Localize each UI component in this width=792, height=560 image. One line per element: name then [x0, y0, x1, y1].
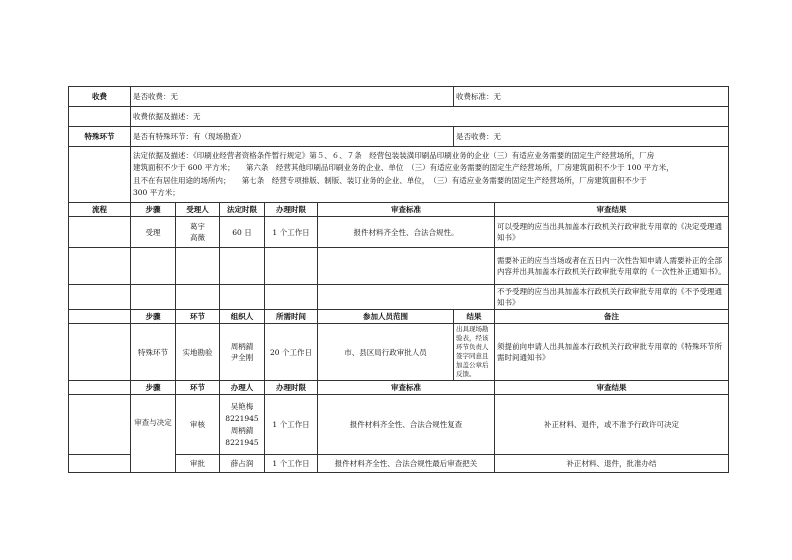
review-link-approve: 审批 [176, 455, 220, 473]
review-step: 审查与决定 [131, 395, 176, 473]
blank-cell [69, 217, 131, 248]
review-handler-approve: 薛占润 [220, 455, 265, 473]
fee-basis-row [69, 107, 729, 127]
blank-cell [176, 248, 220, 285]
acceptor-2: 高薇 [190, 233, 205, 242]
review-result-header: 审查结果 [495, 381, 729, 395]
special-has: 是否有特殊环节：有（现场勘查） [131, 127, 454, 147]
special-remark-header: 备注 [495, 310, 729, 324]
fee-row [69, 87, 729, 107]
special-scope: 市、县区局行政审批人员 [318, 324, 454, 381]
special-link-header: 环节 [176, 310, 220, 324]
review-standard-header: 审查标准 [318, 381, 495, 395]
review-link-header: 环节 [176, 381, 220, 395]
special-remark: 须提前向申请人出具加盖本行政机关行政审批专用章的《特殊环节所需时间通知书》 [495, 324, 729, 381]
acceptor-1: 葛宇 [190, 222, 205, 231]
special-detail-row [69, 324, 729, 381]
review-result-audit: 补正材料、退件，或不准予行政许可决定 [495, 395, 729, 455]
acceptance-time: 1 个工作日 [265, 217, 318, 248]
handler-1a: 吴艳梅 [230, 401, 254, 411]
review-time-header: 办理时限 [265, 381, 318, 395]
review-result-approve: 补正材料、退件，批准办结 [495, 455, 729, 473]
handler-1c: 周柄錆 [230, 425, 254, 435]
blank-cell [318, 248, 495, 285]
step-header: 步骤 [131, 203, 176, 217]
deadline-header: 法定时限 [220, 203, 265, 217]
acceptance-row [69, 217, 729, 248]
acceptance-result-3: 不予受理的应当出具加盖本行政机关行政审批专用章的《不予受理通知书》 [495, 285, 729, 310]
review-handler-header: 办理人 [220, 381, 265, 395]
review-standard-approve: 报件材料齐全性、合法合规性最后审查把关 [318, 455, 495, 473]
acceptance-row-2 [69, 248, 729, 285]
legal-basis-line-4: 300 平方米； [133, 188, 180, 197]
review-standard-audit: 报件材料齐全性、合法合规性复查 [318, 395, 495, 455]
blank-cell [131, 285, 176, 310]
flow-header-row [69, 203, 729, 217]
blank-cell [265, 285, 318, 310]
blank-cell [220, 248, 265, 285]
special-is-charged: 是否收费：无 [454, 127, 729, 147]
organizer-1: 周柄錆 [230, 342, 254, 351]
legal-basis-label: 法定依据及描述： [133, 150, 193, 160]
blank-cell [69, 107, 131, 127]
review-link-audit: 审核 [176, 395, 220, 455]
organizer-2: 尹全刚 [230, 353, 254, 362]
blank-cell [220, 285, 265, 310]
legal-basis-line-2: 建筑面积不少于 600 平方米； 第六条 经营其他印刷品印刷业务的企业、单位 （三）有适应业务需要的固定生产经营场所，厂房建筑面积不少于 100 平方米， [133, 163, 674, 172]
special-time-header: 所需时间 [265, 310, 318, 324]
special-organizer [220, 324, 265, 381]
special-header: 特殊环节 [69, 127, 131, 147]
flow-header: 流程 [69, 203, 131, 217]
blank-cell [69, 455, 131, 473]
special-result-header: 结果 [454, 310, 495, 324]
standard-header: 审查标准 [318, 203, 495, 217]
time-header: 办理时限 [265, 203, 318, 217]
acceptance-result-1: 可以受理的应当出具加盖本行政机关行政审批专用章的《决定受理通知书》 [495, 217, 729, 248]
fee-standard: 收费标准：无 [454, 87, 729, 107]
acceptance-deadline: 60 日 [220, 217, 265, 248]
blank-cell [265, 248, 318, 285]
fee-header: 收费 [69, 87, 131, 107]
special-header-row [69, 310, 729, 324]
blank-cell [69, 285, 131, 310]
blank-cell [318, 285, 495, 310]
acceptance-standard: 报件材料齐全性、合法合规性。 [318, 217, 495, 248]
review-time-approve: 1 个工作日 [265, 455, 318, 473]
acceptance-row-3 [69, 285, 729, 310]
review-header-row [69, 381, 729, 395]
blank-cell [69, 147, 131, 203]
blank-cell [131, 248, 176, 285]
fee-basis: 收费依据及描述：无 [131, 107, 729, 127]
special-result: 出具现场勘验表，经该环节负责人签字同意且加盖公章后反馈。 [454, 324, 495, 381]
acceptance-acceptor [176, 217, 220, 248]
legal-basis-line-3: 且不在有居住用途的场所内； 第七条 经营专项排版、制版、装订业务的企业、单位， （三）有适应业务需要的固定生产经营场所，厂房建筑面积不少于 [133, 175, 647, 185]
special-scope-header: 参加人员范围 [318, 310, 454, 324]
legal-basis [131, 147, 729, 203]
special-time: 20 个工作日 [265, 324, 318, 381]
blank-cell [69, 324, 131, 381]
special-row [69, 127, 729, 147]
special-step-header: 步骤 [131, 310, 176, 324]
review-handler-audit [220, 395, 265, 455]
blank-cell [176, 285, 220, 310]
special-organizer-header: 组织人 [220, 310, 265, 324]
legal-basis-line-1: 《印刷业经营者资格条件暂行规定》第５、６、７条 经营包装装潢印刷品印刷业务的企业（三）有适应业务需要的固定生产经营场所，厂房 [193, 150, 655, 160]
acceptance-result-2: 需要补正的应当当场或者在五日内一次性告知申请人需要补正的全部内容并出具加盖本行政机关行政审批专用章的《一次性补正通知书》。 [495, 248, 729, 285]
acceptance-step: 受理 [131, 217, 176, 248]
review-audit-row [69, 395, 729, 455]
result-header: 审查结果 [495, 203, 729, 217]
approval-form-table [68, 86, 729, 473]
handler-1d: 8221945 [225, 437, 259, 447]
acceptor-header: 受理人 [176, 203, 220, 217]
blank-cell [69, 248, 131, 285]
blank-cell [69, 310, 131, 324]
review-step-header: 步骤 [131, 381, 176, 395]
special-step: 特殊环节 [131, 324, 176, 381]
review-time-audit: 1 个工作日 [265, 395, 318, 455]
blank-cell [69, 381, 131, 395]
special-link: 实地勘验 [176, 324, 220, 381]
blank-cell [69, 395, 131, 455]
handler-1b: 8221945 [225, 413, 259, 423]
legal-basis-row [69, 147, 729, 203]
fee-is-charged: 是否收费：无 [131, 87, 454, 107]
